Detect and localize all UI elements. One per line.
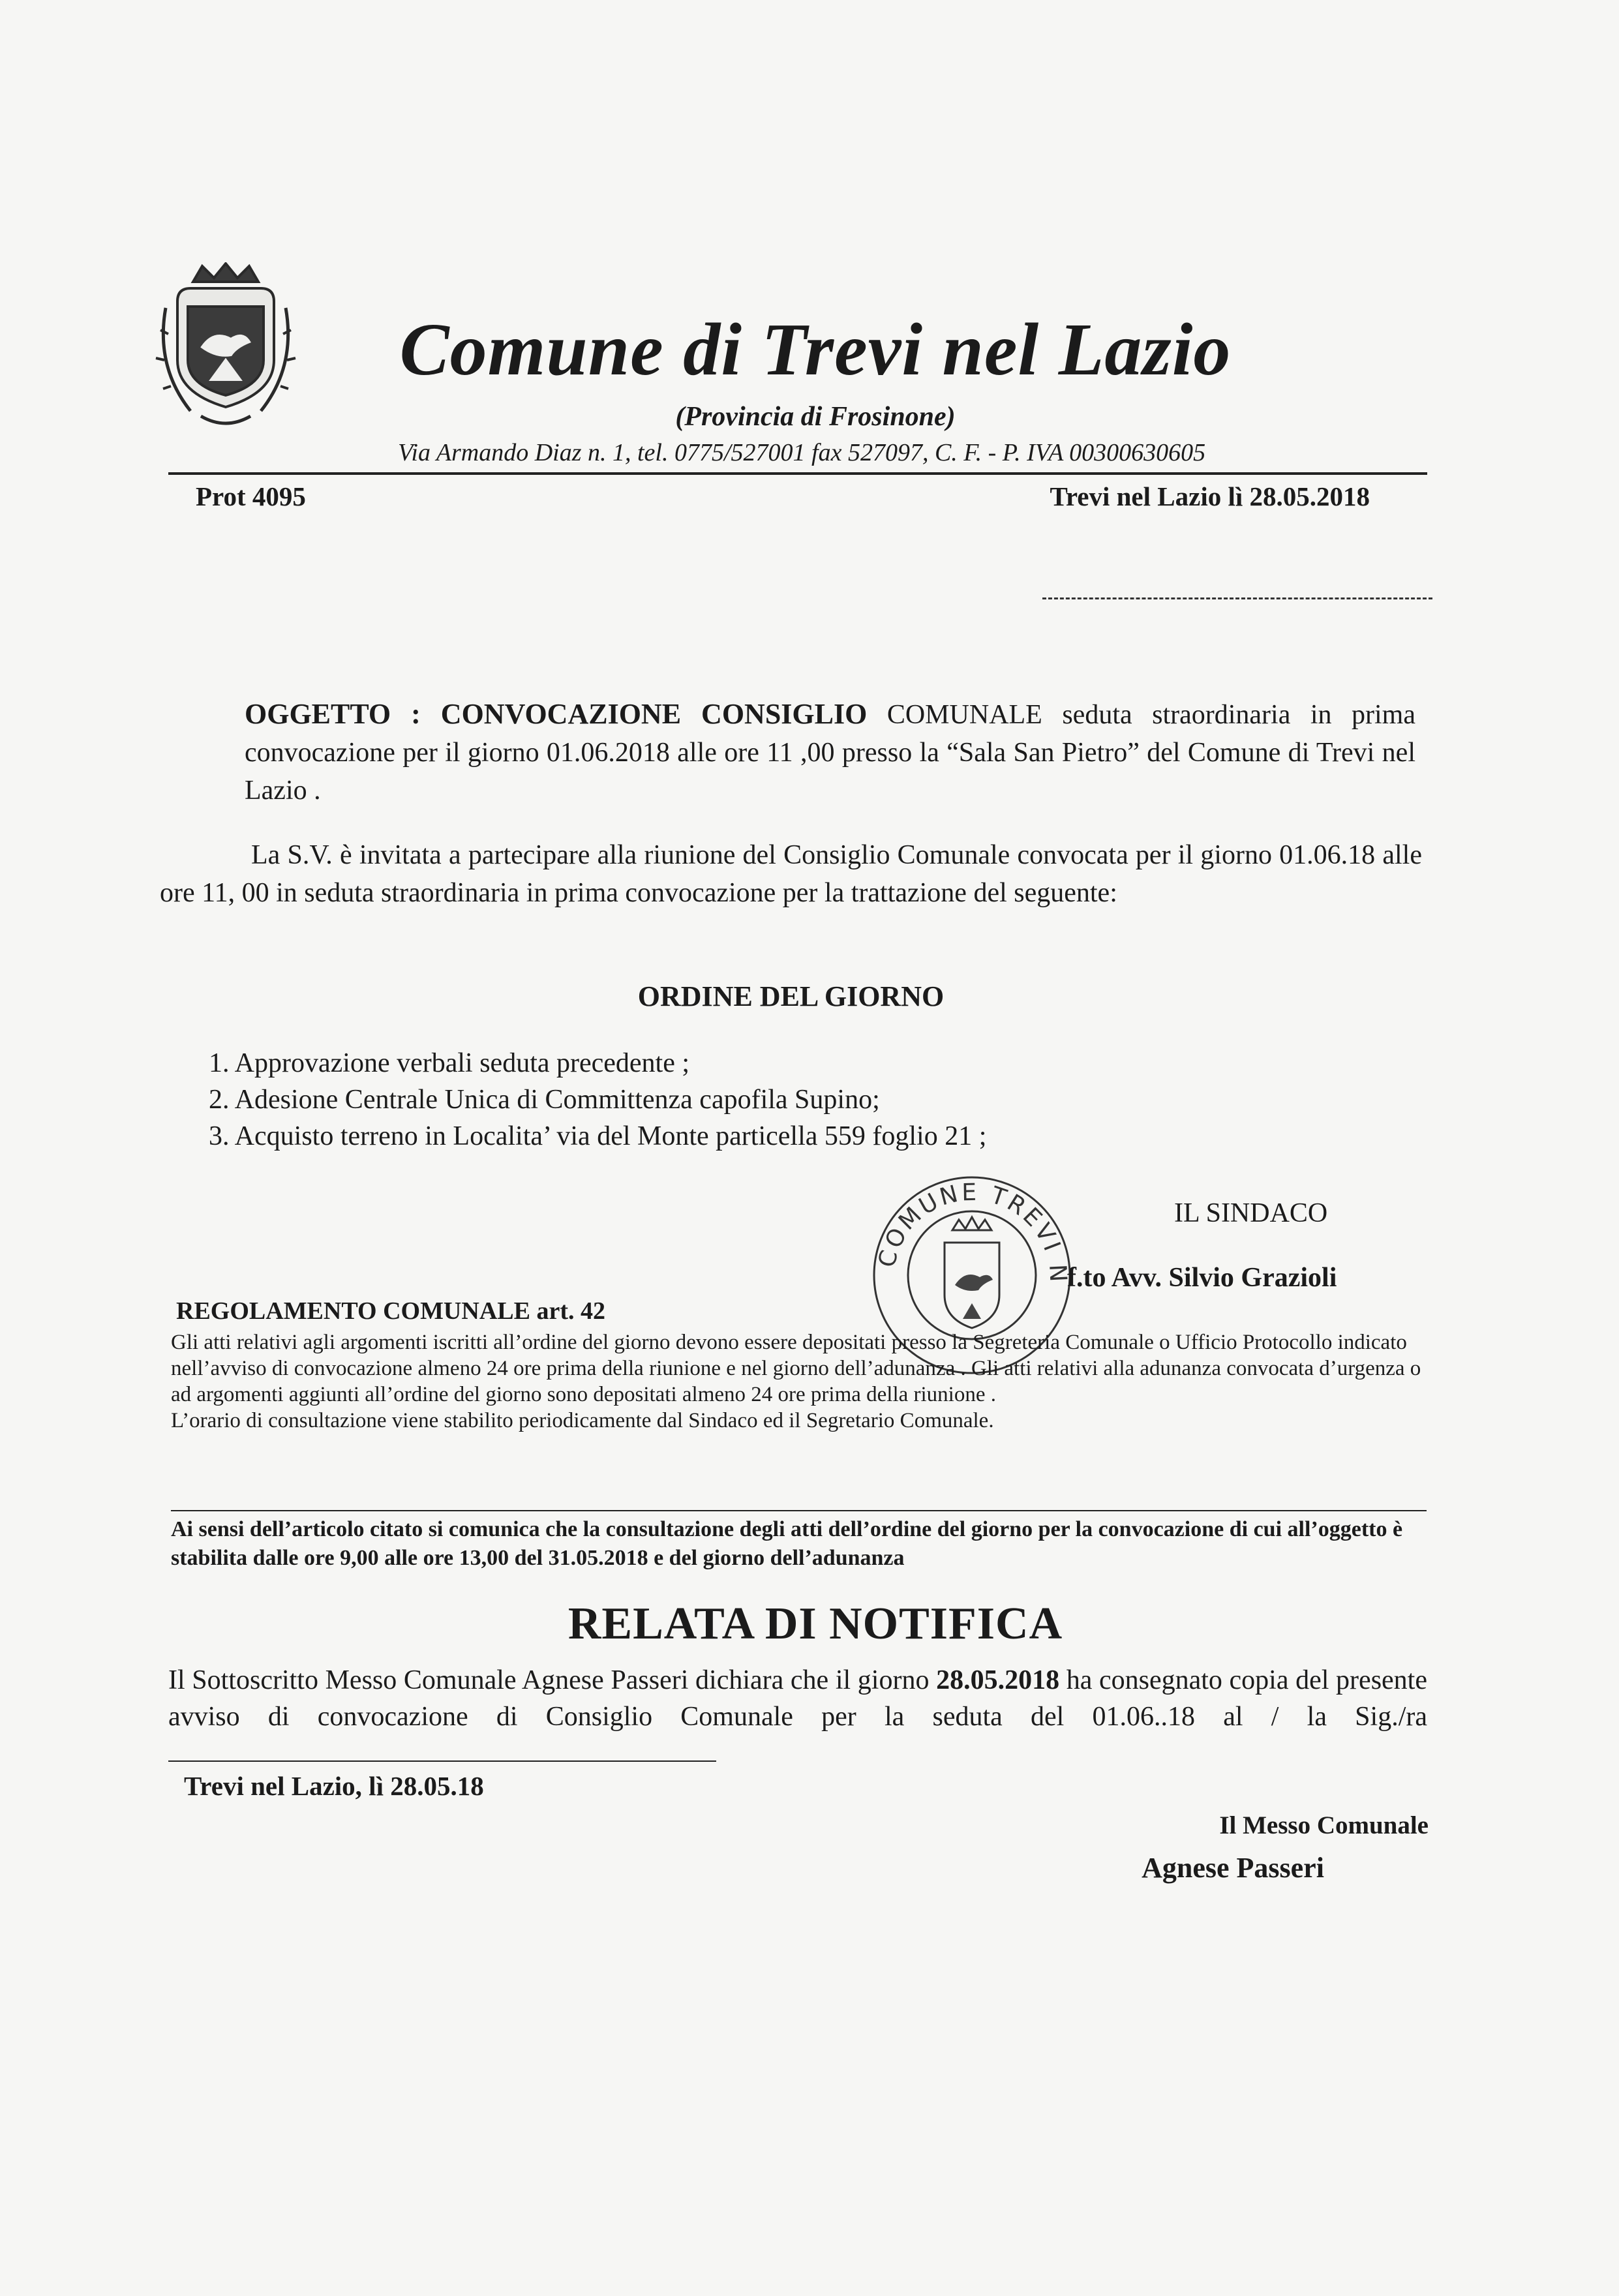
relata-title: RELATA DI NOTIFICA (567, 1599, 1063, 1649)
regulation-paragraph: Gli atti relativi agli argomenti iscritti all’ordine del giorno devono essere depositati presso la Segreteria Comunale o Ufficio Protocollo indicato nell’avviso di convocazione almeno 24 ore prima della riunione e nel giorno dell’adunanza . Gli atti relativi alla adunanza convocata d’urgenza o ad argomenti aggiunti all’ordine del giorno sono depositati almeno 24 ore prima della riunione . (171, 1331, 1421, 1406)
svg-text:COMUNE TREVI NEL LAZIO: COMUNE TREVI N (873, 1179, 1072, 1286)
mayor-signature-name: f.to Avv. Silvio Grazioli (1067, 1263, 1337, 1293)
consultation-notice: Ai sensi dell’articolo citato si comunica che la consultazione degli atti dell’ordine del giorno per la convocazione di cui all’oggetto è stabilita dalle ore 9,00 alle ore 13,00 del 31.05.2018 e del giorno dell’adunanza (171, 1517, 1403, 1570)
protocol-number: Prot 4095 (196, 481, 306, 511)
regulation-paragraph: L’orario di consultazione viene stabilito periodicamente dal Sindaco ed il Segretario Comunale. (171, 1409, 994, 1432)
subject-label: OGGETTO : CONVOCAZIONE CONSIGLIO (245, 698, 868, 730)
invitation-paragraph: La S.V. è invitata a partecipare alla riunione del Consiglio Comunale convocata per il giorno 01.06.18 alle ore 11, 00 in seduta straordinaria in prima convocazione per la trattazione del seguente: (160, 840, 1422, 908)
document-date: Trevi nel Lazio lì 28.05.2018 (1050, 481, 1370, 511)
relata-text-prefix: Il Sottoscritto Messo Comunale Agnese Passeri dichiara che il giorno (168, 1665, 937, 1695)
relata-place-date: Trevi nel Lazio, lì 28.05.18 (184, 1771, 484, 1801)
address-line: Via Armando Diaz n. 1, tel. 0775/527001 fax 527097, C. F. - P. IVA 00300630605 (398, 439, 1206, 466)
province-subtitle: (Provincia di Frosinone) (675, 402, 956, 432)
relata-text-suffix: ha consegnato copia del presente avviso di convocazione di Consiglio Comunale per la seduta del 01.06..18 al / la Sig./ra (168, 1665, 1427, 1732)
agenda-item: 3. Acquisto terreno in Localita’ via del Monte particella 559 foglio 21 ; (209, 1121, 987, 1151)
regulation-divider (171, 1510, 1427, 1511)
agenda-title: ORDINE DEL GIORNO (637, 980, 945, 1012)
recipient-signature-line (168, 1737, 716, 1762)
recipient-blank-line (1042, 597, 1432, 599)
relata-body (168, 1662, 1427, 1772)
subject-paragraph (245, 695, 1415, 809)
regulation-text (171, 1329, 1427, 1434)
agenda-list (209, 1045, 1383, 1155)
relata-delivery-date: 28.05.2018 (936, 1665, 1060, 1695)
regulation-title: REGOLAMENTO COMUNALE art. 42 (176, 1297, 605, 1325)
messenger-name: Agnese Passeri (1142, 1852, 1324, 1884)
agenda-item: 2. Adesione Centrale Unica di Committenza capofila Supino; (209, 1085, 880, 1115)
mayor-title: IL SINDACO (1174, 1198, 1328, 1228)
header-divider (168, 472, 1427, 475)
agenda-item: 1. Approvazione verbali seduta precedente ; (209, 1048, 690, 1078)
messenger-title: Il Messo Comunale (1219, 1811, 1429, 1839)
town-title: Comune di Trevi nel Lazio (399, 308, 1232, 391)
subject-text: COMUNALE seduta straordinaria in prima convocazione per il giorno 01.06.2018 alle ore 11 ,00 presso la “Sala San Pietro” del Comune di Trevi nel Lazio . (245, 700, 1415, 806)
municipal-crest-logo (151, 262, 300, 433)
